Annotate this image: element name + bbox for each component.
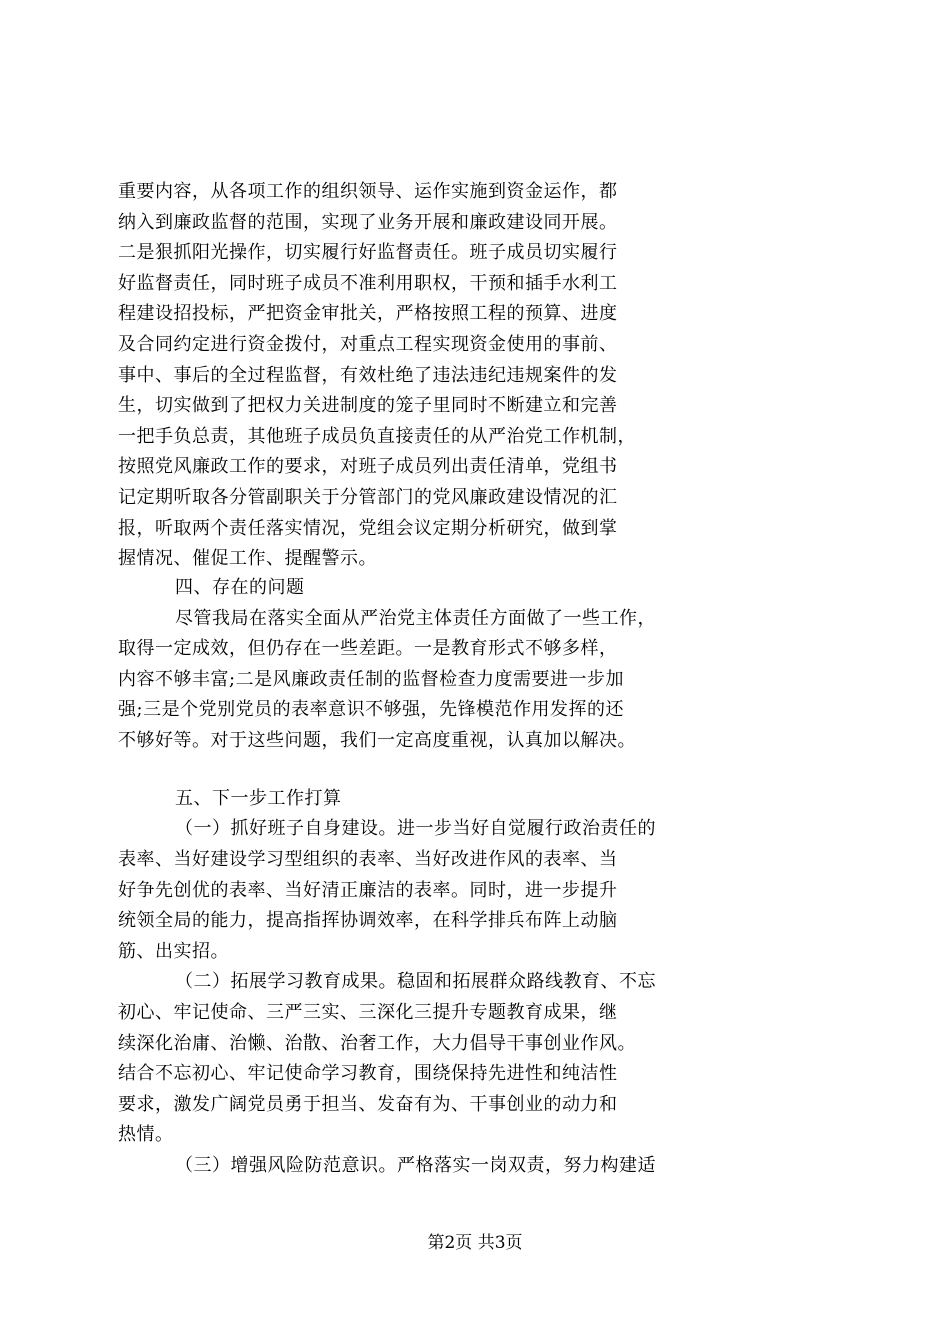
text-line: 结合不忘初心、牢记使命学习教育，围绕保持先进性和纯洁性 <box>118 1063 618 1084</box>
text-line: 记定期听取各分管副职关于分管部门的党风廉政建设情况的汇 <box>118 487 618 508</box>
text-line: 报，听取两个责任落实情况，党组会议定期分析研究，做到掌 <box>118 518 618 539</box>
text-line: 重要内容，从各项工作的组织领导、运作实施到资金运作，都 <box>118 181 618 202</box>
text-line: 初心、牢记使命、三严三实、三深化三提升专题教育成果，继 <box>118 1002 618 1023</box>
text-line: 按照党风廉政工作的要求，对班子成员列出责任清单，党组书 <box>118 456 618 477</box>
text-line: 表率、当好建设学习型组织的表率、当好改进作风的表率、当 <box>118 849 618 870</box>
text-line: 好争先创优的表率、当好清正廉洁的表率。同时，进一步提升 <box>118 880 618 901</box>
text-line: 取得一定成效，但仍存在一些差距。一是教育形式不够多样， <box>118 638 618 659</box>
text-line: 事中、事后的全过程监督，有效杜绝了违法违纪违规案件的发 <box>118 365 618 386</box>
text-line: （二）拓展学习教育成果。稳固和拓展群众路线教育、不忘 <box>175 971 656 992</box>
page-footer: 第2页 共3页 <box>427 1233 523 1253</box>
text-line: 热情。 <box>118 1124 174 1145</box>
text-line: 程建设招投标，严把资金审批关，严格按照工程的预算、进度 <box>118 303 618 324</box>
text-line: 纳入到廉政监督的范围，实现了业务开展和廉政建设同开展。 <box>118 212 618 233</box>
text-line: （一）抓好班子自身建设。进一步当好自觉履行政治责任的 <box>175 818 656 839</box>
text-line: 一把手负总责，其他班子成员负直接责任的从严治党工作机制， <box>118 426 636 447</box>
text-line: 尽管我局在落实全面从严治党主体责任方面做了一些工作， <box>175 608 656 629</box>
text-line: 续深化治庸、治懒、治散、治奢工作，大力倡导干事创业作风。 <box>118 1033 636 1054</box>
text-line: 筋、出实招。 <box>118 941 229 962</box>
text-line: （三）增强风险防范意识。严格落实一岗双责，努力构建适 <box>175 1155 656 1176</box>
text-line: 握情况、催促工作、提醒警示。 <box>118 548 377 569</box>
text-line: 统领全局的能力，提高指挥协调效率，在科学排兵布阵上动脑 <box>118 910 618 931</box>
text-line: 强;三是个党别党员的表率意识不够强，先锋模范作用发挥的还 <box>118 699 625 720</box>
section-heading: 五、下一步工作打算 <box>175 788 342 809</box>
section-heading: 四、存在的问题 <box>175 577 305 598</box>
text-line: 生，切实做到了把权力关进制度的笼子里同时不断建立和完善 <box>118 395 618 416</box>
text-line: 好监督责任，同时班子成员不准利用职权，干预和插手水利工 <box>118 273 618 294</box>
text-line: 内容不够丰富;二是风廉政责任制的监督检查力度需要进一步加 <box>118 669 625 690</box>
text-line: 及合同约定进行资金拨付，对重点工程实现资金使用的事前、 <box>118 334 618 355</box>
text-line: 二是狠抓阳光操作，切实履行好监督责任。班子成员切实履行 <box>118 242 618 263</box>
text-line: 不够好等。对于这些问题，我们一定高度重视，认真加以解决。 <box>118 730 636 751</box>
text-line: 要求，激发广阔党员勇于担当、发奋有为、干事创业的动力和 <box>118 1094 618 1115</box>
